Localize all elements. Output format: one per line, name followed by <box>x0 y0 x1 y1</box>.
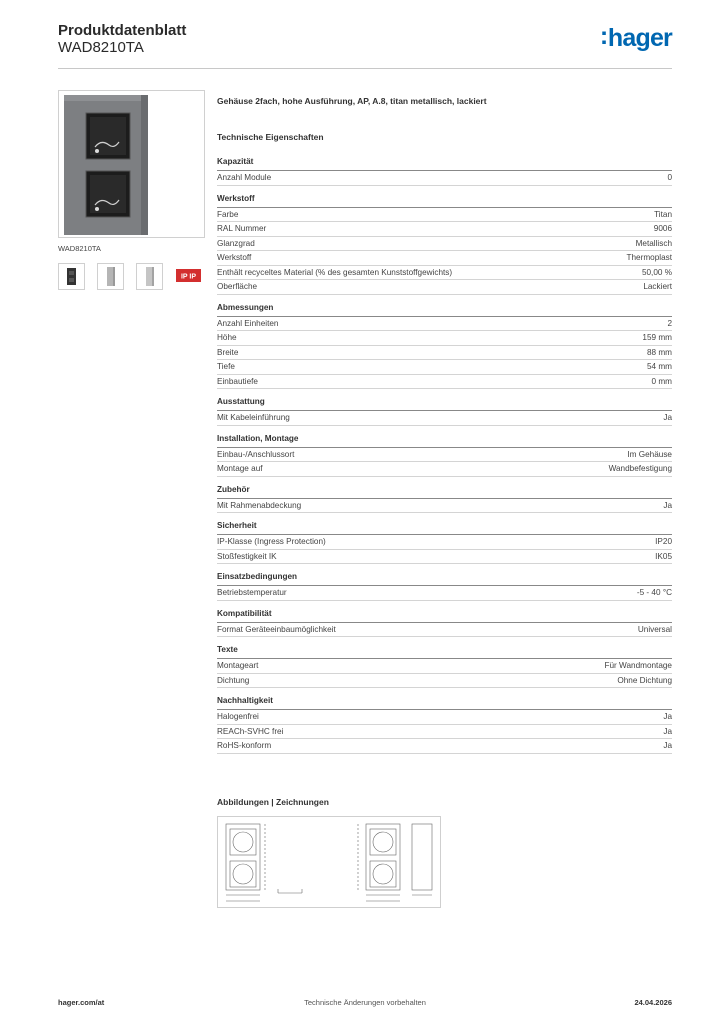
spec-section <box>217 156 672 186</box>
page-footer <box>58 998 672 1010</box>
page-header <box>58 22 672 68</box>
spec-row <box>217 411 672 426</box>
spec-value: IK05 <box>655 551 672 561</box>
svg-text:IP IP: IP IP <box>180 273 197 281</box>
spec-label: Höhe <box>217 333 237 342</box>
article-number: WAD8210TA <box>58 39 144 56</box>
thumb-gray-box-icon[interactable] <box>97 263 124 290</box>
spec-section <box>217 644 672 688</box>
spec-row <box>217 280 672 295</box>
hager-logo: :hager <box>599 22 672 52</box>
spec-section <box>217 520 672 564</box>
thumb-titan-box-icon[interactable] <box>136 263 163 290</box>
spec-label: Stoßfestigkeit IK <box>217 551 277 561</box>
spec-row <box>217 237 672 252</box>
spec-value: Universal <box>637 624 672 634</box>
spec-row <box>217 171 672 186</box>
spec-row <box>217 317 672 332</box>
spec-row <box>217 208 672 223</box>
spec-value: 159 mm <box>642 333 672 342</box>
spec-value: 50,00 % <box>641 267 672 277</box>
spec-row <box>217 462 672 477</box>
section-title: Abmessungen <box>217 302 672 317</box>
product-description: Gehäuse 2fach, hohe Ausführung, AP, A.8, titan metallisch, lackiert <box>217 96 487 106</box>
spec-value: Ohne Dichtung <box>617 675 672 685</box>
section-title: Texte <box>217 644 672 659</box>
spec-label: Dichtung <box>217 675 250 685</box>
spec-sections <box>217 156 672 754</box>
section-title: Kapazität <box>217 156 672 171</box>
spec-value: Wandbefestigung <box>608 464 672 473</box>
footer-website[interactable]: hager.com/at <box>58 998 105 1007</box>
spec-section <box>217 302 672 390</box>
drawings-title: Abbildungen | Zeichnungen <box>217 797 329 807</box>
spec-value: Titan <box>654 209 672 219</box>
spec-label: Einbau-/Anschlussort <box>217 449 295 459</box>
spec-label: Breite <box>217 347 239 357</box>
spec-label: Halogenfrei <box>217 712 259 721</box>
spec-label: Tiefe <box>217 362 235 371</box>
section-title: Einsatzbedingungen <box>217 571 672 586</box>
section-title: Ausstattung <box>217 396 672 411</box>
spec-row <box>217 266 672 281</box>
spec-value: Ja <box>663 712 672 721</box>
thumb-dark-box-icon[interactable] <box>58 263 85 290</box>
spec-value: Thermoplast <box>626 253 672 262</box>
spec-row <box>217 535 672 550</box>
spec-value: Im Gehäuse <box>627 449 672 459</box>
footer-date: 24.04.2026 <box>634 998 672 1007</box>
main-content <box>217 94 672 761</box>
spec-value: 0 <box>667 173 672 182</box>
spec-value: Metallisch <box>635 238 672 248</box>
spec-row <box>217 360 672 375</box>
spec-row <box>217 739 672 754</box>
thumbnail-strip <box>58 263 205 291</box>
spec-row <box>217 251 672 266</box>
spec-label: Anzahl Einheiten <box>217 318 279 328</box>
spec-label: Mit Kabeleinführung <box>217 413 290 422</box>
spec-row <box>217 710 672 725</box>
spec-row <box>217 375 672 390</box>
spec-value: Lackiert <box>643 282 672 291</box>
section-title: Werkstoff <box>217 193 672 208</box>
spec-label: Format Geräteeinbaumöglichkeit <box>217 624 336 634</box>
spec-row <box>217 331 672 346</box>
spec-label: Anzahl Module <box>217 173 272 182</box>
spec-label: RAL Nummer <box>217 224 267 233</box>
spec-value: 2 <box>667 318 672 328</box>
spec-label: Werkstoff <box>217 253 252 262</box>
spec-row <box>217 586 672 601</box>
spec-row <box>217 550 672 565</box>
section-title: Sicherheit <box>217 520 672 535</box>
section-title: Kompatibilität <box>217 608 672 623</box>
spec-label: Mit Rahmenabdeckung <box>217 500 302 510</box>
spec-row <box>217 346 672 361</box>
spec-value: Für Wandmontage <box>604 661 672 670</box>
spec-label: Betriebstemperatur <box>217 588 287 597</box>
spec-section <box>217 608 672 638</box>
section-title: Nachhaltigkeit <box>217 695 672 710</box>
spec-value: 9006 <box>653 224 672 233</box>
spec-row <box>217 725 672 740</box>
spec-value: 54 mm <box>646 362 672 371</box>
spec-section <box>217 396 672 426</box>
product-image[interactable] <box>58 90 205 238</box>
spec-value: Ja <box>663 741 672 750</box>
page-title: Produktdatenblatt <box>58 22 187 39</box>
image-caption: WAD8210TA <box>58 244 101 253</box>
spec-row <box>217 222 672 237</box>
spec-label: IP-Klasse (Ingress Protection) <box>217 537 326 546</box>
spec-label: Farbe <box>217 209 239 219</box>
spec-label: Glanzgrad <box>217 238 255 248</box>
spec-value: 88 mm <box>646 347 672 357</box>
section-title: Zubehör <box>217 484 672 499</box>
spec-section <box>217 695 672 754</box>
spec-label: Montage auf <box>217 464 263 473</box>
spec-value: Ja <box>663 500 672 510</box>
ip-rating-icon[interactable] <box>175 263 202 290</box>
technical-drawing[interactable] <box>217 816 441 908</box>
spec-label: Montageart <box>217 661 259 670</box>
spec-row <box>217 499 672 514</box>
spec-row <box>217 623 672 638</box>
spec-label: RoHS-konform <box>217 741 272 750</box>
spec-section <box>217 571 672 601</box>
spec-section <box>217 433 672 477</box>
spec-value: Ja <box>663 726 672 736</box>
header-divider <box>58 68 672 69</box>
spec-label: Enthält recyceltes Material (% des gesamten Kunststoffgewichts) <box>217 267 453 277</box>
spec-label: REACh-SVHC frei <box>217 726 284 736</box>
spec-label: Einbautiefe <box>217 376 258 386</box>
spec-row <box>217 659 672 674</box>
spec-label: Oberfläche <box>217 282 258 291</box>
section-title: Installation, Montage <box>217 433 672 448</box>
footer-notice: Technische Änderungen vorbehalten <box>304 998 426 1007</box>
spec-value: -5 - 40 °C <box>636 588 672 597</box>
spec-row <box>217 674 672 689</box>
spec-value: IP20 <box>655 537 672 546</box>
spec-value: 0 mm <box>651 376 672 386</box>
spec-row <box>217 448 672 463</box>
spec-section <box>217 193 672 295</box>
spec-value: Ja <box>663 413 672 422</box>
tech-heading: Technische Eigenschaften <box>217 132 324 142</box>
spec-section <box>217 484 672 514</box>
